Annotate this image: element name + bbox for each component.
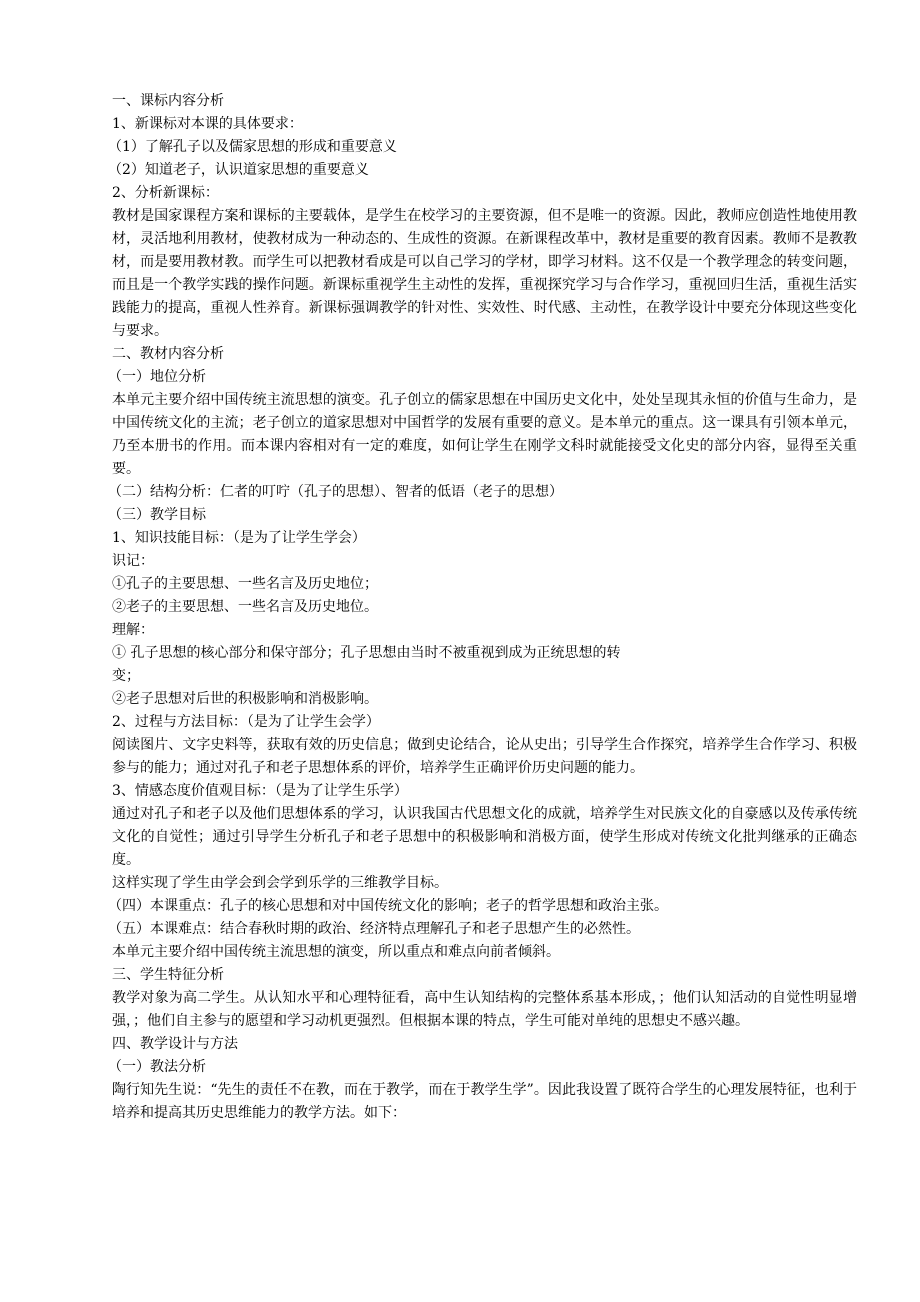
subheading-requirements: 1、新课标对本课的具体要求： [112,116,303,132]
paragraph-process: 阅读图片、文字史料等，获取有效的历史信息；做到史论结合，论从史出；引导学生合作探究，培养学生合作学习、积极参与的能力；通过对孔子和老子思想体系的评价，培养学生正确评价历史问题的能力。 [112,737,857,776]
paragraph-position: 本单元主要介绍中国传统主流思想的演变。孔子创立的儒家思想在中国历史文化中，处处呈现其永恒的价值与生命力，是中国传统文化的主流；老子创立的道家思想对中国哲学的发展有重要的意义。是本单元的重点。这一课具有引领本单元，乃至本册书的作用。而本课内容相对有一定的难度，如何让学生在刚学文科时就能接受文化史的部分内容，显得至关重要。 [112,392,857,477]
list-item: ①孔子的主要思想、一些名言及历史地位； [112,576,378,592]
key-point: （四）本课重点：孔子的核心思想和对中国传统文化的影响；老子的哲学思想和政治主张。 [108,898,668,914]
subheading-structure: （二）结构分析：仁者的叮咛（孔子的思想）、智者的低语（老子的思想） [108,484,563,500]
subheading-analysis: 2、分析新课标： [112,185,219,201]
subheading-method: （一）教法分析 [108,1059,206,1075]
goal-emotion: 3、情感态度价值观目标：（是为了让学生乐学） [112,783,408,799]
goal-process: 2、过程与方法目标：（是为了让学生会学） [112,714,380,730]
list-item: ②老子思想对后世的积极影响和消极影响。 [112,691,378,707]
list-item-continuation: 变； [112,668,140,684]
section-heading-curriculum: 一、课标内容分析 [112,93,224,109]
list-item: ②老子的主要思想、一些名言及历史地位。 [112,599,378,615]
section-heading-content: 二、教材内容分析 [112,346,224,362]
summary-line: 这样实现了学生由学会到会学到乐学的三维教学目标。 [112,875,448,891]
paragraph-textbook: 教材是国家课程方案和课标的主要载体，是学生在校学习的主要资源，但不是唯一的资源。因此，教师应创造性地使用教材，灵活地利用教材，使教材成为一种动态的、生成性的资源。在新课程改革中，教材是重要的教育因素。教师不是教教材，而是要用教材教。而学生可以把教材看成是可以自己学习的学材，即学习材料。这不仅是一个教学理念的转变问题，而且是一个教学实践的操作问题。新课标重视学生主动性的发挥，重视探究学习与合作学习，重视回归生活，重视生活实践能力的提高，重视人性养育。新课标强调教学的针对性、实效性、时代感、主动性，在教学设计中要充分体现这些变化与要求。 [112,208,857,339]
subheading-position: （一）地位分析 [108,369,206,385]
requirement-item: （1）了解孔子以及儒家思想的形成和重要意义 [108,139,397,155]
paragraph-emotion: 通过对孔子和老子以及他们思想体系的学习，认识我国古代思想文化的成就，培养学生对民族文化的自豪感以及传承传统文化的自觉性；通过引导学生分析孔子和老子思想中的积极影响和消极方面，使学生形成对传统文化批判继承的正确态度。 [112,806,857,868]
document-page [108,90,857,1125]
requirement-item: （2）知道老子，认识道家思想的重要意义 [108,162,369,178]
subheading-goals: （三）教学目标 [108,507,206,523]
summary-line: 本单元主要介绍中国传统主流思想的演变，所以重点和难点向前者倾斜。 [112,944,560,960]
difficult-point: （五）本课难点：结合春秋时期的政治、经济特点理解孔子和老子思想产生的必然性。 [108,921,640,937]
section-heading-design: 四、教学设计与方法 [112,1036,238,1052]
paragraph-method: 陶行知先生说：“先生的责任不在教，而在于教学，而在于教学生学”。因此我设置了既符合学生的心理发展特征，也利于培养和提高其历史思维能力的教学方法。如下： [112,1082,857,1121]
label-understand: 理解： [112,622,154,638]
paragraph-students: 教学对象为高二学生。从认知水平和心理特征看，高中生认知结构的完整体系基本形成，；他们认知活动的自觉性明显增强，；他们自主参与的愿望和学习动机更强烈。但根据本课的特点，学生可能对单纯的思想史不感兴趣。 [112,990,857,1029]
section-heading-students: 三、学生特征分析 [112,967,224,983]
list-item: ① 孔子思想的核心部分和保守部分；孔子思想由当时不被重视到成为正统思想的转 [112,645,621,661]
label-memorize: 识记： [112,553,154,569]
goal-knowledge: 1、知识技能目标：（是为了让学生学会） [112,530,366,546]
